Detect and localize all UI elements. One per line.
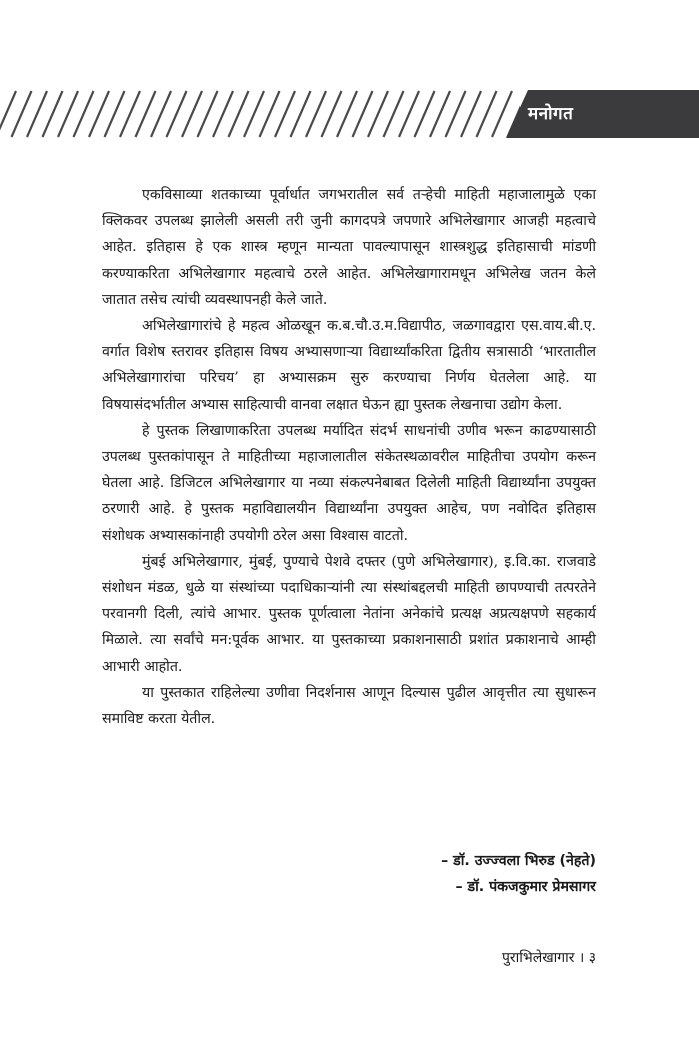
stripe-mark (105, 91, 125, 137)
chapter-header (0, 89, 699, 139)
stripe-mark (446, 91, 466, 137)
stripe-mark (477, 91, 497, 137)
stripe-mark (415, 91, 435, 137)
stripe-mark (260, 91, 280, 137)
stripe-mark (213, 91, 233, 137)
stripe-mark (43, 91, 63, 137)
paragraph: हे पुस्तक लिखाणाकरिता उपलब्ध मर्यादित संदर्भ साधनांची उणीव भरून काढण्यासाठी उपलब्ध पुस्तकांपासून ते माहितीच्या महाजालातील संकेतस्थळावरील माहितीचा उपयोग करून घेतला आहे. डिजिटल अभिलेखागार या नव्या संकल्पनेबाबत दिलेली माहिती विद्यार्थ्यांना उपयुक्त ठरणारी आहे. हे पुस्तक महाविद्यालयीन विद्यार्थ्यांना उपयुक्त आहेच, पण नवोदित इतिहास संशोधक अभ्यासकांनाही उपयोगी ठरेल असा विश्वास वाटतो. (102, 422, 596, 544)
stripe-mark (136, 91, 156, 137)
paragraph: एकविसाव्या शतकाच्या पूर्वार्धात जगभरातील सर्व तऱ्हेची माहिती महाजालामुळे एका क्लिकवर उपलब्ध झालेली असली तरी जुनी कागदपत्रे जपणारे अभिलेखागार आजही महत्वाचे आहेत. इतिहास हे एक शास्त्र म्हणून मान्यता पावल्यापासून शास्त्रशुद्ध इतिहासाची मांडणी करण्याकरिता अभिलेखागार महत्वाचे ठरले आहेत. अभिलेखागारामधून अभिलेख जतन केले जातात तसेच त्यांची व्यवस्थापनही केले जाते. (102, 187, 596, 308)
stripe-mark (89, 91, 109, 137)
stripe-mark (229, 91, 249, 137)
diagonal-stripes-decoration (0, 89, 520, 139)
stripe-mark (322, 91, 342, 137)
stripe-mark (430, 91, 450, 137)
stripe-mark (353, 91, 373, 137)
stripe-mark (151, 91, 171, 137)
stripe-mark (275, 91, 295, 137)
stripe-mark (306, 91, 326, 137)
stripe-mark (27, 91, 47, 137)
stripe-mark (368, 91, 388, 137)
page-footer: पुराभिलेखागार । ३ (501, 950, 596, 966)
stripe-mark (399, 91, 419, 137)
stripe-mark (384, 91, 404, 137)
stripe-mark (74, 91, 94, 137)
stripe-mark (291, 91, 311, 137)
stripe-mark (198, 91, 218, 137)
stripe-mark (182, 91, 202, 137)
stripe-mark (12, 91, 32, 137)
preface-body (102, 182, 596, 732)
stripe-mark (120, 91, 140, 137)
stripe-mark (58, 91, 78, 137)
page-title: मनोगत (528, 104, 574, 124)
stripe-mark (461, 91, 481, 137)
paragraph: मुंबई अभिलेखागार, मुंबई, पुण्याचे पेशवे दफ्तर (पुणे अभिलेखागार), इ.वि.का. राजवाडे संशोधन मंडळ, धुळे या संस्थांच्या पदाधिकाऱ्यांनी त्या संस्थांबद्दलची माहिती छापण्याची तत्परतेने परवानगी दिली, त्यांचे आभार. पुस्तक पूर्णत्वाला नेतांना अनेकांचे प्रत्यक्ष अप्रत्यक्षपणे सहकार्य मिळाले. त्या सर्वांचे मन:पूर्वक आभार. या पुस्तकाच्या प्रकाशनासाठी प्रशांत प्रकाशनाचे आम्ही आभारी आहोत. (102, 553, 596, 675)
paragraph: या पुस्तकात राहिलेल्या उणीवा निदर्शनास आणून दिल्यास पुढील आवृत्तीत त्या सुधारून समाविष्ट करता येतील. (102, 684, 596, 728)
paragraph: अभिलेखागारांचे हे महत्व ओळखून क.ब.चौ.उ.म.विद्यापीठ, जळगावद्वारा एस.वाय.बी.ए. वर्गात विशेष स्तरावर इतिहास विषय अभ्यासणाऱ्या विद्यार्थ्यांकरिता द्वितीय सत्रासाठी ‘भारतातील अभिलेखागारांचा परिचय’ हा अभ्यासक्रम सुरु करण्याचा निर्णय घेतलेला आहे. या विषयासंदर्भातील अभ्यास साहित्याची वानवा लक्षात घेऊन ह्या पुस्तक लेखनाचा उद्योग केला. (102, 318, 596, 413)
stripe-mark (167, 91, 187, 137)
author-name: – डॉ. पंकजकुमार प्रेमसागर (455, 879, 596, 895)
stripe-mark (244, 91, 264, 137)
author-signatures (441, 848, 596, 900)
stripe-mark (337, 91, 357, 137)
author-name: – डॉ. उज्ज्वला भिरुड (नेहते) (441, 853, 596, 869)
stripe-mark (492, 91, 512, 137)
